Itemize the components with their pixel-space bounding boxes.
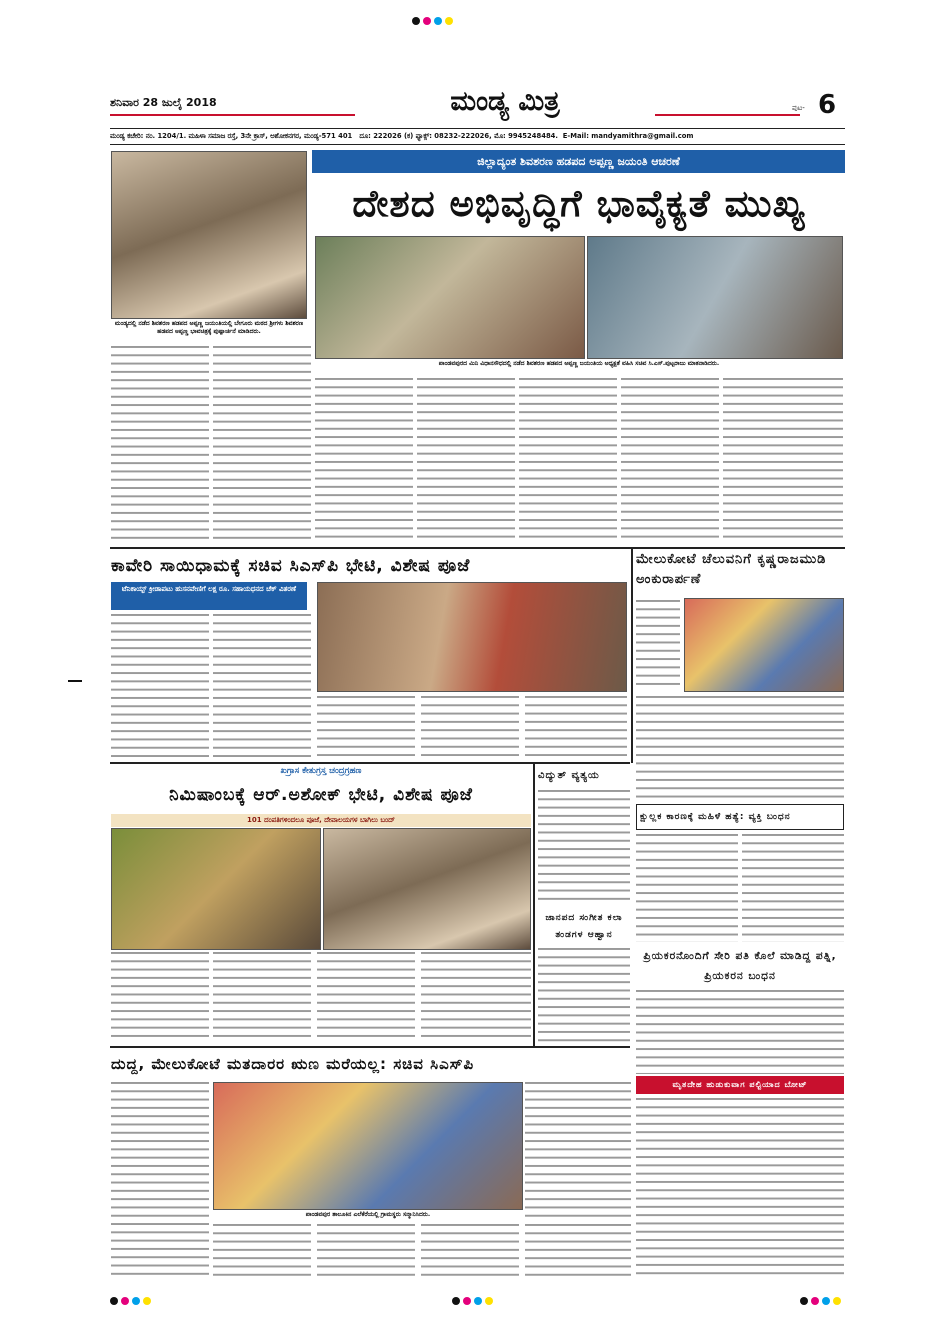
- story9-caption: ಪಾಂಡವಪುರ ತಾಲೂಕಿನ ಎಲೆಕೆರೆಯಲ್ಲಿ ಗ್ರಾಮಸ್ಥರು ಸನ್ಮಾನಿಸಿದರು.: [305, 1211, 431, 1218]
- crop-mark-left: [68, 680, 82, 682]
- story7-body-col2: [742, 834, 844, 942]
- story10-headline: ಮೃತದೇಹ ಹುಡುಕುವಾಗ ಪಲ್ಟಿಯಾದ ಬೋಟ್: [672, 1080, 808, 1089]
- story1-body-col5: [519, 378, 617, 542]
- story1-headline: ದೇಶದ ಅಭಿವೃದ್ಧಿಗೆ ಭಾವೈಕ್ಯತೆ ಮುಖ್ಯ: [352, 182, 806, 225]
- story9-body-col1: [111, 1082, 209, 1280]
- story2-headline: ಕಾವೇರಿ ಸಾಯಿಧಾಮಕ್ಕೆ ಸಚಿವ ಸಿಎಸ್‌ಪಿ ಭೇಟಿ, ವಿಶೇಷ ಪೂಜೆ: [111, 556, 471, 576]
- story1-left-photo: [111, 151, 307, 319]
- masthead: [110, 86, 845, 132]
- story4-photo-right: [323, 828, 531, 950]
- story2-photo: [317, 582, 627, 692]
- story4-photo-left: [111, 828, 321, 950]
- story8-body: [636, 990, 844, 1074]
- newspaper-title: ಮಂಡ್ಯ ಮಿತ್ರ: [355, 86, 655, 118]
- story9-body-col5: [421, 1224, 519, 1280]
- story2-body-col2: [213, 614, 311, 759]
- story3-body: [636, 696, 844, 800]
- story1-body-col6: [621, 378, 719, 542]
- story4-kicker: ಖಗ್ರಾಸ ಕೇತುಗ್ರಸ್ತ ಚಂದ್ರಗ್ರಹಣ: [280, 766, 362, 776]
- story1-body-col7: [723, 378, 843, 542]
- story9-body-col3: [213, 1224, 311, 1280]
- story1-photo-center: [315, 236, 585, 359]
- issue-date: ಶನಿವಾರ 28 ಜುಲೈ 2018: [110, 96, 217, 109]
- story4-body-col3: [317, 952, 415, 1042]
- story1-wide-caption: ಪಾಂಡವಪುರದ ಮಿನಿ ವಿಧಾನಸೌಧದಲ್ಲಿ ನಡೆದ ಶಿವಶರಣ ಹಡಪದ ಅಪ್ಪಣ್ಣ ಜಯಂತಿಯ ಅಧ್ಯಕ್ಷತೆ ವಹಿಸಿ ಸಚಿವ ಸಿ.ಎಸ್.ಪುಟ್ಟರಾಜು ಮಾತನಾಡಿದರು.: [438, 360, 720, 367]
- registration-marks-bottom-left: [110, 1290, 170, 1300]
- story9-body-col6: [525, 1224, 631, 1280]
- story3-headline: ಮೇಲುಕೋಟೆ ಚೆಲುವನಿಗೆ ಕೃಷ್ಣರಾಜಮುಡಿ ಅಂಕುರಾರ್ಪಣೆ: [636, 552, 827, 587]
- story2-body-col3: [317, 696, 415, 756]
- divider-col-middle: [533, 764, 535, 1046]
- divider-right-column: [631, 549, 633, 763]
- story5-headline: ವಿದ್ಯುತ್ ವ್ಯತ್ಯಯ: [538, 770, 600, 781]
- story7-body-col1: [636, 834, 738, 942]
- registration-marks-top: [412, 10, 532, 20]
- divider-story2: [110, 762, 630, 764]
- story4-photo-banner: 101 ದಂಪತಿಗಳಿಂದಲೂ ಪೂಜೆ, ದೇವಾಲಯಗಳ ಬಾಗಿಲು ಬಂದ್: [111, 814, 531, 827]
- divider-story4: [110, 1046, 630, 1048]
- divider-story1: [110, 547, 845, 549]
- story1-body-col4: [417, 378, 515, 542]
- page-label: ಪುಟ-: [792, 104, 805, 112]
- story4-body-col2: [213, 952, 311, 1042]
- story3-body-narrow: [636, 600, 680, 690]
- story5-body: [538, 790, 630, 900]
- story9-body-col2: [525, 1082, 631, 1222]
- page-number: 6: [818, 90, 837, 120]
- story4-headline: ನಿಮಿಷಾಂಬಕ್ಕೆ ಆರ್.ಅಶೋಕ್ ಭೇಟಿ, ವಿಶೇಷ ಪೂಜೆ: [169, 785, 473, 805]
- story6-headline: ಜಾನಪದ ಸಂಗೀತ ಕಲಾ ತಂಡಗಳ ಆಹ್ವಾನ: [545, 913, 623, 940]
- story1-left-caption: ಮಂಡ್ಯದಲ್ಲಿ ನಡೆದ ಶಿವಶರಣ ಹಡಪದ ಅಪ್ಪಣ್ಣ ಜಯಂತಿಯಲ್ಲಿ ಬೇಗೂರು ಮಠದ ಶ್ರೀಗಳು ಶಿವಶರಣ ಹಡಪದ ಅಪ್ಪಣ್ಣ ಭಾವಚಿತ್ರಕ್ಕೆ ಪುಷ್ಪಾರ್ಚನೆ ಮಾಡಿದರು.: [114, 320, 304, 335]
- story9-photo: [213, 1082, 523, 1210]
- story1-body-col2: [213, 346, 311, 542]
- story4-body-col1: [111, 952, 209, 1042]
- office-address: ಮಂಡ್ಯ ಕಚೇರಿ: ನಂ. 1204/1. ಮಹಿಳಾ ಸಮಾಜ ರಸ್ತೆ, 3ನೇ ಕ್ರಾಸ್, ಅಶೋಕನಗರ, ಮಂಡ್ಯ-571 401: [110, 132, 353, 140]
- story4-body-col4: [421, 952, 531, 1042]
- story1-photo-right: [587, 236, 843, 359]
- registration-marks-bottom-right: [800, 1290, 860, 1300]
- story8-headline: ಪ್ರಿಯಕರನೊಂದಿಗೆ ಸೇರಿ ಪತಿ ಕೊಲೆ ಮಾಡಿದ್ದ ಪತ್ನಿ, ಪ್ರಿಯಕರನ ಬಂಧನ: [643, 950, 837, 982]
- story2-body-col1: [111, 614, 209, 759]
- address-bar: [110, 128, 845, 145]
- story1-body-col3: [315, 378, 413, 542]
- story2-subhead: ಟೆನಿಕಾಯ್ಟ್ ಕ್ರೀಡಾಪಟು ಹುಸನವೇಣಿಗೆ ಲಕ್ಷ ರೂ. ಸಹಾಯಧನದ ಚೆಕ್ ವಿತರಣೆ: [121, 585, 297, 593]
- story7-headline: ಕ್ಷುಲ್ಲಕ ಕಾರಣಕ್ಕೆ ಮಹಿಳೆ ಹತ್ಯೆ: ವ್ಯಕ್ತಿ ಬಂಧನ: [640, 812, 791, 822]
- story6-body: [538, 948, 630, 1042]
- office-phone: ದೂ: 222026 (ಕ) ಫ್ಯಾಕ್ಸ್: 08232-222026, ಮೊ: 9945248484.: [359, 132, 558, 140]
- story10-body: [636, 1098, 844, 1280]
- office-email: E-Mail: mandyamithra@gmail.com: [562, 132, 694, 140]
- story3-photo: [684, 598, 844, 692]
- story9-body-col4: [317, 1224, 415, 1280]
- story9-headline: ದುದ್ದ, ಮೇಲುಕೋಟೆ ಮತದಾರರ ಋಣ ಮರೆಯಲ್ಲ: ಸಚಿವ ಸಿಎಸ್‌ಪಿ: [111, 1055, 475, 1073]
- story2-body-col4: [421, 696, 519, 756]
- story1-kicker: ಜಿಲ್ಲಾದ್ಯಂತ ಶಿವಶರಣ ಹಡಪದ ಅಪ್ಪಣ್ಣ ಜಯಂತಿ ಆಚರಣೆ: [477, 155, 680, 168]
- story1-body-col1: [111, 346, 209, 542]
- registration-marks-bottom-center: [452, 1290, 512, 1300]
- story2-body-col5: [525, 696, 627, 756]
